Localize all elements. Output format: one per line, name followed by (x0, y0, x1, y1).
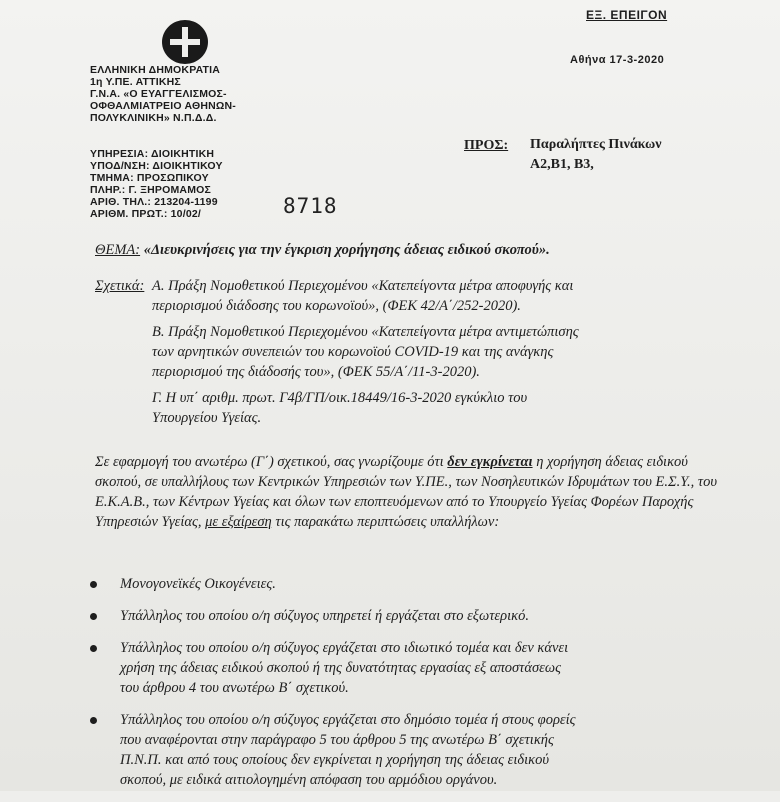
protocol-line: ΑΡΙΘΜ. ΠΡΩΤ.: 10/02/ (90, 208, 202, 220)
related-item-b: Β. Πράξη Νομοθετικού Περιεχομένου «Κατεπείγοντα μέτρα αντιμετώπισης των αρνητικών συνεπειών του κορωνοϊού COVID-19 και της ανάγκης περιορισμού της διάδοσής του», (ΦΕΚ 55/Α΄/11-3-2020). (152, 324, 579, 380)
list-item: Μονογονεϊκές Οικογένειες. (90, 574, 750, 594)
paragraph-exception: με εξαίρεση (205, 514, 272, 530)
list-item: Υπάλληλος του οποίου ο/η σύζυγος εργάζεται στο ιδιωτικό τομέα και δεν κάνει χρήση της άδειας ειδικού σκοπού ή της δυνατότητας εργασίας εξ αποστάσεως του άρθρου 4 του ανωτέρω Β΄ σχετικού. (90, 638, 750, 698)
paragraph-part: Σε εφαρμογή του ανωτέρω (Γ΄) σχετικού, σας γνωρίζουμε ότι (95, 454, 448, 470)
recipients-label: ΠΡΟΣ: (464, 138, 509, 153)
bullet-icon (90, 613, 97, 620)
list-item: Υπάλληλος του οποίου ο/η σύζυγος εργάζεται στο δημόσιο τομέα ή στους φορείς που αναφέρονται στην παράγραφο 5 του άρθρου 5 της ανωτέρω Β΄ σχετικής Π.Ν.Π. και από τους οποίους δεν εγκρίνεται η χορήγηση της άδειας ειδικού σκοπού, με ειδικά αιτιολογημένη απόφαση του αρμόδιου οργάνου. (90, 710, 750, 790)
bullet-icon (90, 581, 97, 588)
subject-text: «Διευκρινήσεις για την έγκριση χορήγησης άδειας ειδικού σκοπού». (140, 242, 550, 258)
related-item-a: Α. Πράξη Νομοθετικού Περιεχομένου «Κατεπείγοντα μέτρα αποφυγής και περιορισμού διάδοσης του κορωνοϊού», (ΦΕΚ 42/Α΄/252-2020). (152, 278, 574, 314)
list-item: Υπάλληλος του οποίου ο/η σύζυγος υπηρετεί ή εργάζεται στο εξωτερικό. (90, 606, 750, 626)
related-item-c: Γ. Η υπ΄ αριθμ. πρωτ. Γ4β/ΓΠ/οικ.18449/16-3-2020 εγκύκλιο του Υπουργείου Υγείας. (152, 390, 528, 426)
bullet-icon (90, 645, 97, 652)
date-line: Αθήνα 17-3-2020 (570, 54, 665, 66)
related-label: Σχετικά: (95, 278, 145, 294)
header-line: Γ.Ν.Α. «Ο ΕΥΑΓΓΕΛΙΣΜΟΣ- (90, 88, 227, 100)
main-paragraph (95, 452, 735, 532)
urgency-label: ΕΞ. ΕΠΕΙΓΟΝ (586, 8, 668, 22)
service-line: ΥΠΗΡΕΣΙΑ: ΔΙΟΙΚΗΤΙΚΗ (90, 148, 215, 160)
subject-label: ΘΕΜΑ: (95, 242, 141, 258)
handwritten-protocol-number: 8718 (283, 194, 338, 218)
header-line: ΟΦΘΑΛΜΙΑΤΡΕΙΟ ΑΘΗΝΩΝ- (90, 100, 236, 112)
service-line: ΥΠΟΔ/ΝΣΗ: ΔΙΟΙΚΗΤΙΚΟΥ (90, 160, 223, 172)
greek-coat-of-arms-icon (162, 20, 208, 64)
header-line: 1η Υ.ΠΕ. ΑΤΤΙΚΗΣ (90, 76, 181, 88)
service-line: ΑΡΙΘ. ΤΗΛ.: 213204-1199 (90, 196, 218, 208)
bullet-icon (90, 717, 97, 724)
paragraph-part: τις παρακάτω περιπτώσεις υπαλλήλων: (271, 514, 500, 530)
header-line: ΕΛΛΗΝΙΚΗ ΔΗΜΟΚΡΑΤΙΑ (90, 64, 221, 76)
exceptions-list (90, 574, 750, 802)
header-line: ΠΟΛΥΚΛΙΝΙΚΗ» Ν.Π.Δ.Δ. (90, 112, 217, 124)
recipients-text: Παραλήπτες Πινάκων Α2,Β1, Β3, (530, 137, 662, 172)
service-line: ΠΛΗΡ.: Γ. ΞΗΡΟΜΑΜΟΣ (90, 184, 212, 196)
service-line: ΤΜΗΜΑ: ΠΡΟΣΩΠΙΚΟΥ (90, 172, 209, 184)
subject-line (95, 242, 735, 259)
paragraph-part: η χορήγηση άδειας ειδικού σκοπού, σε υπαλλήλους των Κεντρικών Υπηρεσιών των Υ.ΠΕ., των Νοσηλευτικών Ιδρυμάτων του Ε.Σ.Υ., του Ε.Κ.Α.Β., των Κέντρων Υγείας και όλων των εποπτευόμενων από το Υπουργείο Υγείας Φορέων Παροχής Υπηρεσιών Υγείας, (95, 454, 717, 530)
paragraph-emphasis: δεν εγκρίνεται (447, 454, 533, 470)
